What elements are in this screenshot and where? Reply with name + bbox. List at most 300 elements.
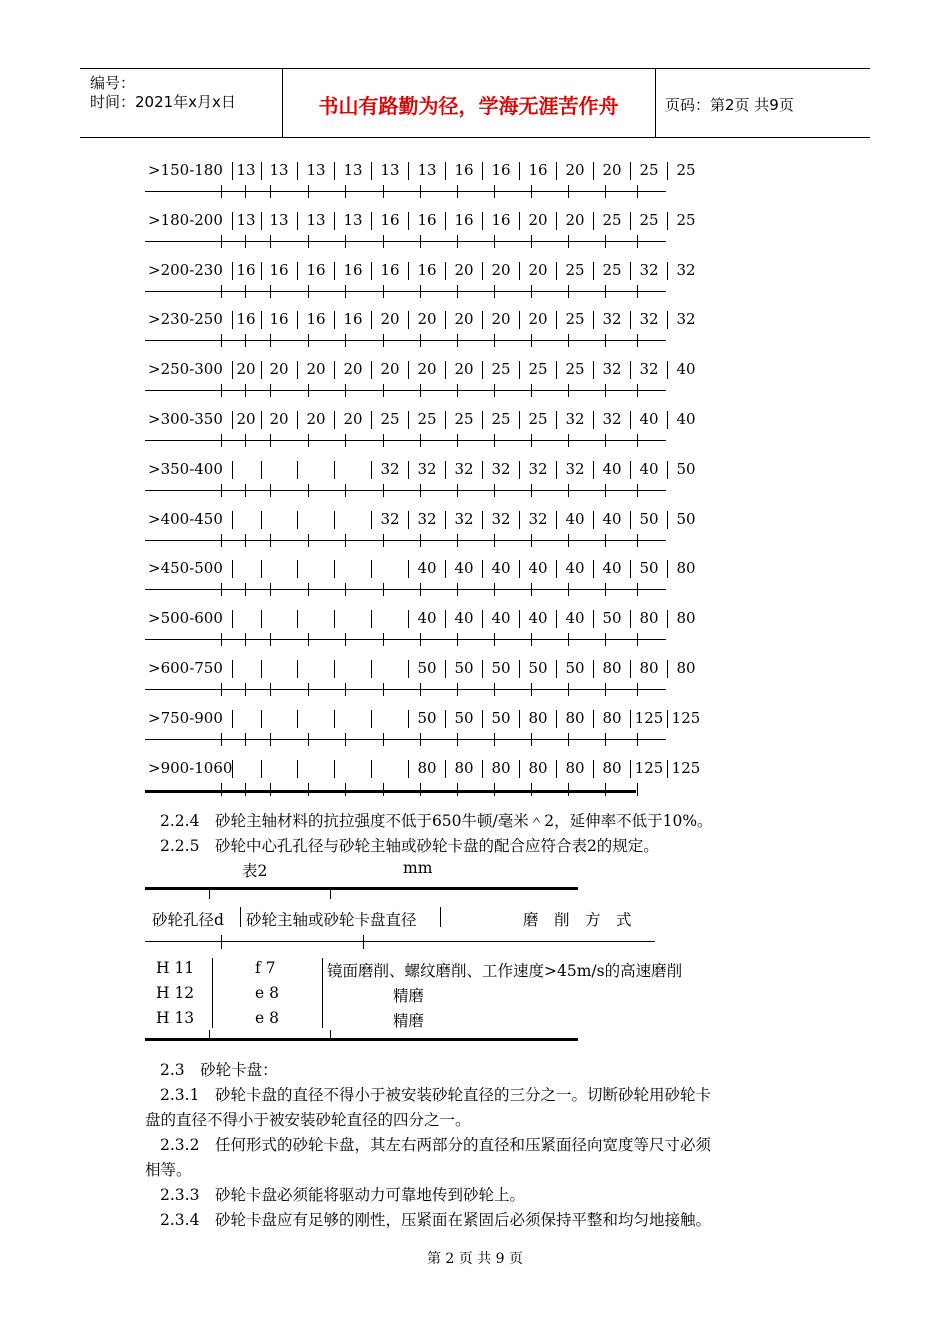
table1-cell-separator bbox=[445, 262, 446, 280]
table1-cell: 25 bbox=[565, 310, 585, 329]
table1-cell: 125 bbox=[634, 758, 664, 777]
table1-cell: 20 bbox=[380, 310, 400, 329]
table1-tick bbox=[605, 783, 606, 796]
table1-tick bbox=[383, 633, 384, 646]
table1-cell: 80 bbox=[639, 659, 659, 677]
page-code: 页码：第2页 共9页 bbox=[665, 96, 794, 114]
table1-tick bbox=[345, 285, 346, 298]
table1-cell-separator bbox=[667, 162, 668, 180]
table2-tick bbox=[330, 889, 331, 899]
table1-cell: 20 bbox=[565, 161, 585, 179]
table1-cell-separator bbox=[232, 760, 233, 778]
table1-tick bbox=[637, 583, 638, 596]
table1-tick bbox=[637, 285, 638, 298]
table1-cell-separator bbox=[371, 411, 372, 429]
table1-cell: 50 bbox=[639, 509, 659, 528]
table1-tick bbox=[605, 434, 606, 447]
table1-tick bbox=[494, 434, 495, 447]
table1-cell: 25 bbox=[380, 410, 400, 428]
table1-cell: 16 bbox=[417, 260, 437, 279]
table1-tick bbox=[420, 583, 421, 596]
table1-tick bbox=[345, 185, 346, 198]
table1-cell-separator bbox=[408, 610, 409, 628]
table2-row2-shaft: e 8 bbox=[255, 984, 279, 1002]
table1-tick bbox=[457, 783, 458, 796]
table1-cell-separator bbox=[408, 660, 409, 678]
table2-tick bbox=[330, 1030, 331, 1040]
table1-cell-separator bbox=[630, 461, 631, 479]
para-2-2-5: 2.2.5 砂轮中心孔孔径与砂轮主轴或砂轮卡盘的配合应符合表2的规定。 bbox=[160, 837, 659, 855]
table1-cell-separator bbox=[371, 262, 372, 280]
table1-cell: 50 bbox=[454, 659, 474, 677]
table1-cell-separator bbox=[667, 262, 668, 280]
table1-cell: 40 bbox=[491, 559, 511, 578]
table1-tick bbox=[531, 484, 532, 497]
table1-cell-separator bbox=[408, 311, 409, 329]
table2-row1-method: 镜面磨削、螺纹磨削、工作速度>45m/s的高速磨削 bbox=[327, 962, 683, 980]
table1-tick bbox=[270, 633, 271, 646]
table1-cell: 80 bbox=[602, 758, 622, 777]
table1-tick bbox=[245, 334, 246, 347]
table2-tick bbox=[221, 935, 222, 949]
table1-cell-separator bbox=[482, 212, 483, 230]
table1-tick bbox=[531, 783, 532, 796]
para-2-2-4: 2.2.4 砂轮主轴材料的抗拉强度不低于650牛顿/毫米＾2，延伸率不低于10%。 bbox=[160, 812, 713, 830]
table1-cell-separator bbox=[445, 162, 446, 180]
table2-row2-method: 精磨 bbox=[393, 987, 425, 1005]
table1-cell: 20 bbox=[565, 210, 585, 229]
table1-tick bbox=[531, 633, 532, 646]
table1-tick bbox=[308, 235, 309, 248]
table1-tick bbox=[245, 534, 246, 547]
table1-cell-separator bbox=[297, 461, 298, 479]
table1-cell-separator bbox=[556, 262, 557, 280]
table2-tick bbox=[209, 889, 210, 899]
table1-tick bbox=[345, 235, 346, 248]
table2-vbar bbox=[240, 907, 241, 927]
table1-row-rule bbox=[145, 291, 666, 292]
table2-row1-d: H 11 bbox=[156, 959, 195, 977]
table1-bottom-rule bbox=[145, 790, 636, 793]
table1-cell-separator bbox=[667, 411, 668, 429]
table1-row-rule bbox=[145, 739, 666, 740]
table1-tick bbox=[531, 185, 532, 198]
table1-cell-separator bbox=[371, 311, 372, 329]
table1-cell-separator bbox=[482, 560, 483, 578]
table1-tick bbox=[345, 434, 346, 447]
table1-cell-separator bbox=[232, 710, 233, 728]
table2-row1-shaft: f 7 bbox=[255, 959, 276, 977]
table1-cell-separator bbox=[297, 411, 298, 429]
header-right bbox=[655, 69, 870, 137]
table1-tick bbox=[270, 384, 271, 397]
table1-cell-separator bbox=[445, 610, 446, 628]
table1-cell-separator bbox=[297, 660, 298, 678]
table1-cell-separator bbox=[667, 560, 668, 578]
table1-cell: 25 bbox=[602, 210, 622, 229]
table1-cell-separator bbox=[667, 710, 668, 728]
table1-cell: 32 bbox=[417, 509, 437, 528]
table1-tick bbox=[531, 384, 532, 397]
table1-tick bbox=[308, 783, 309, 796]
table1-tick bbox=[494, 185, 495, 198]
table1-tick bbox=[345, 484, 346, 497]
table1-tick bbox=[383, 285, 384, 298]
table1-cell-separator bbox=[232, 212, 233, 230]
table1-tick bbox=[245, 783, 246, 796]
table1-tick bbox=[420, 235, 421, 248]
table1-cell-separator bbox=[482, 262, 483, 280]
table1-row-rule bbox=[145, 540, 666, 541]
table1-cell-separator bbox=[667, 212, 668, 230]
table1-tick bbox=[270, 783, 271, 796]
table1-cell: 20 bbox=[528, 260, 548, 279]
table1-row-rule bbox=[145, 340, 666, 341]
table1-tick bbox=[637, 683, 638, 696]
table1-tick bbox=[308, 185, 309, 198]
table1-tick bbox=[270, 285, 271, 298]
table2-tick bbox=[363, 935, 364, 949]
table1-cell: 20 bbox=[528, 210, 548, 229]
table1-tick bbox=[345, 534, 346, 547]
table1-cell-separator bbox=[667, 760, 668, 778]
table1-cell: 40 bbox=[417, 609, 437, 628]
table1-cell-separator bbox=[667, 311, 668, 329]
table1-tick bbox=[531, 733, 532, 746]
table1-cell-separator bbox=[232, 411, 233, 429]
table1-cell-separator bbox=[519, 162, 520, 180]
table1-tick bbox=[270, 235, 271, 248]
table1-tick bbox=[383, 235, 384, 248]
table1-tick bbox=[531, 583, 532, 596]
table1-cell: 20 bbox=[528, 310, 548, 329]
table1-cell-separator bbox=[371, 660, 372, 678]
table1-tick bbox=[245, 583, 246, 596]
table1-cell-separator bbox=[667, 610, 668, 628]
table1-cell-separator bbox=[519, 760, 520, 778]
table1-cell: 32 bbox=[565, 459, 585, 478]
table1-cell: 32 bbox=[454, 459, 474, 478]
table1-cell-separator bbox=[232, 162, 233, 180]
table1-cell: 32 bbox=[380, 509, 400, 528]
table1-cell-separator bbox=[232, 311, 233, 329]
table1-cell: 40 bbox=[602, 459, 622, 478]
table1-cell: 13 bbox=[269, 161, 289, 179]
table1-cell-separator bbox=[232, 660, 233, 678]
table1-cell: 13 bbox=[380, 161, 400, 179]
table1-cell: 50 bbox=[417, 708, 437, 727]
table1-cell: 20 bbox=[454, 360, 474, 379]
table1-cell-separator bbox=[261, 212, 262, 230]
table1-tick bbox=[270, 583, 271, 596]
table1-cell-separator bbox=[297, 511, 298, 529]
table1-tick bbox=[531, 285, 532, 298]
table1-cell-separator bbox=[297, 560, 298, 578]
table1-cell: 20 bbox=[306, 360, 326, 379]
table1-cell-separator bbox=[371, 710, 372, 728]
table1-cell-separator bbox=[667, 660, 668, 678]
table1-cell-separator bbox=[556, 361, 557, 379]
table1-tick bbox=[383, 185, 384, 198]
table1-cell-separator bbox=[232, 560, 233, 578]
table1-tick bbox=[270, 733, 271, 746]
table1-cell: 40 bbox=[676, 410, 696, 428]
table1-cell-separator bbox=[408, 710, 409, 728]
table1-tick bbox=[457, 534, 458, 547]
table1-cell-separator bbox=[334, 710, 335, 728]
table1-cell-separator bbox=[445, 212, 446, 230]
para-2-3-2-line1: 2.3.2 任何形式的砂轮卡盘，其左右两部分的直径和压紧面径向宽度等尺寸必须 bbox=[160, 1136, 711, 1154]
table1-cell-separator bbox=[334, 411, 335, 429]
table1-cell: 125 bbox=[671, 758, 701, 777]
table1-cell-separator bbox=[408, 760, 409, 778]
table1-tick bbox=[568, 434, 569, 447]
table1-tick bbox=[345, 334, 346, 347]
table1-cell: 16 bbox=[528, 161, 548, 179]
table1-tick bbox=[531, 434, 532, 447]
table1-cell-separator bbox=[482, 610, 483, 628]
table1-tick bbox=[637, 633, 638, 646]
table1-cell-separator bbox=[371, 560, 372, 578]
table1-tick bbox=[568, 384, 569, 397]
table1-cell: 32 bbox=[602, 310, 622, 329]
table1-cell: 32 bbox=[639, 360, 659, 379]
table1-tick bbox=[221, 733, 222, 746]
table1-tick bbox=[637, 434, 638, 447]
table1-cell: 13 bbox=[236, 210, 256, 229]
table1-cell-separator bbox=[297, 212, 298, 230]
table1-row-rule bbox=[145, 589, 666, 590]
table1-tick bbox=[457, 235, 458, 248]
table1-cell: 80 bbox=[565, 708, 585, 727]
table1-row-label: >900-1060 bbox=[148, 758, 233, 777]
table1-cell: 32 bbox=[639, 310, 659, 329]
table1-cell-separator bbox=[261, 361, 262, 379]
table1-cell-separator bbox=[408, 212, 409, 230]
para-2-3-1-line1: 2.3.1 砂轮卡盘的直径不得小于被安装砂轮直径的三分之一。切断砂轮用砂轮卡 bbox=[160, 1086, 711, 1104]
table1-tick bbox=[457, 484, 458, 497]
table1-cell: 40 bbox=[639, 410, 659, 428]
table1-cell-separator bbox=[334, 511, 335, 529]
table1-tick bbox=[308, 285, 309, 298]
table1-cell-separator bbox=[371, 162, 372, 180]
table1-cell-separator bbox=[334, 162, 335, 180]
table1-cell-separator bbox=[482, 411, 483, 429]
table1-tick bbox=[605, 733, 606, 746]
table1-tick bbox=[457, 384, 458, 397]
table1-cell-separator bbox=[630, 660, 631, 678]
table1-cell-separator bbox=[593, 610, 594, 628]
table1-tick bbox=[568, 783, 569, 796]
table1-cell-separator bbox=[297, 710, 298, 728]
table1-cell-separator bbox=[445, 461, 446, 479]
table1-cell-separator bbox=[261, 610, 262, 628]
table1-tick bbox=[568, 733, 569, 746]
table1-cell: 50 bbox=[602, 609, 622, 628]
table1-tick bbox=[457, 733, 458, 746]
table1-tick bbox=[457, 185, 458, 198]
table1-tick bbox=[383, 484, 384, 497]
table1-row-label: >600-750 bbox=[148, 659, 223, 677]
table1-tick bbox=[420, 434, 421, 447]
table1-tick bbox=[221, 434, 222, 447]
table1-tick bbox=[457, 434, 458, 447]
table2-tick bbox=[209, 1030, 210, 1040]
table1-row-rule bbox=[145, 490, 666, 491]
table1-cell-separator bbox=[482, 311, 483, 329]
table1-tick bbox=[245, 185, 246, 198]
table1-cell-separator bbox=[630, 710, 631, 728]
table1-cell-separator bbox=[445, 311, 446, 329]
table1-cell: 80 bbox=[528, 708, 548, 727]
table1-tick bbox=[637, 484, 638, 497]
table1-cell-separator bbox=[445, 710, 446, 728]
table1-row-label: >250-300 bbox=[148, 360, 223, 379]
table1-cell-separator bbox=[593, 560, 594, 578]
table1-row-rule bbox=[145, 191, 666, 192]
table1-tick bbox=[420, 334, 421, 347]
table1-tick bbox=[383, 534, 384, 547]
table1-tick bbox=[270, 185, 271, 198]
table1-cell: 20 bbox=[380, 360, 400, 379]
table1-cell: 16 bbox=[454, 161, 474, 179]
table1-cell: 32 bbox=[676, 260, 696, 279]
table1-cell: 40 bbox=[602, 509, 622, 528]
table1-cell: 32 bbox=[528, 459, 548, 478]
table1-cell: 80 bbox=[676, 659, 696, 677]
table1-cell-separator bbox=[297, 262, 298, 280]
table1-cell: 50 bbox=[639, 559, 659, 578]
table1-tick bbox=[221, 185, 222, 198]
table1-tick bbox=[494, 583, 495, 596]
table1-tick bbox=[605, 334, 606, 347]
table1-cell-separator bbox=[556, 560, 557, 578]
table1-cell: 25 bbox=[676, 161, 696, 179]
table1-cell-separator bbox=[371, 610, 372, 628]
header-middle bbox=[282, 69, 656, 137]
table2-vbar bbox=[322, 958, 323, 1028]
table1-tick bbox=[494, 285, 495, 298]
table1-row-rule bbox=[145, 689, 666, 690]
table1-cell-separator bbox=[593, 361, 594, 379]
table1-cell-separator bbox=[334, 461, 335, 479]
table1-tick bbox=[221, 683, 222, 696]
table1-tick bbox=[637, 235, 638, 248]
table1-cell-separator bbox=[519, 710, 520, 728]
table1-cell-separator bbox=[630, 311, 631, 329]
table1-tick bbox=[345, 583, 346, 596]
table1-cell: 20 bbox=[306, 410, 326, 428]
table1-cell-separator bbox=[371, 511, 372, 529]
table1-cell: 50 bbox=[491, 659, 511, 677]
table1-cell-separator bbox=[371, 461, 372, 479]
table1-row-label: >150-180 bbox=[148, 161, 223, 179]
table2-caption: 表2 bbox=[242, 862, 268, 880]
table1-cell-separator bbox=[334, 660, 335, 678]
table1-cell-separator bbox=[334, 760, 335, 778]
table1-cell-separator bbox=[408, 560, 409, 578]
table1-cell: 50 bbox=[676, 509, 696, 528]
table1-cell: 50 bbox=[491, 708, 511, 727]
table1-cell-separator bbox=[261, 560, 262, 578]
table1-cell-separator bbox=[630, 610, 631, 628]
table1-tick bbox=[270, 334, 271, 347]
table1-cell: 20 bbox=[269, 360, 289, 379]
table1-cell-separator bbox=[334, 262, 335, 280]
table1-cell: 80 bbox=[565, 758, 585, 777]
table1-cell-separator bbox=[556, 311, 557, 329]
table1-tick bbox=[245, 434, 246, 447]
table1-cell-separator bbox=[371, 212, 372, 230]
table1-cell-separator bbox=[630, 162, 631, 180]
table1-cell-separator bbox=[482, 760, 483, 778]
table1-tick bbox=[245, 235, 246, 248]
table1-cell-separator bbox=[371, 760, 372, 778]
table1-cell-separator bbox=[519, 461, 520, 479]
table1-tick bbox=[494, 334, 495, 347]
table1-cell: 50 bbox=[676, 459, 696, 478]
para-2-3-3: 2.3.3 砂轮卡盘必须能将驱动力可靠地传到砂轮上。 bbox=[160, 1186, 525, 1204]
table1-cell-separator bbox=[232, 511, 233, 529]
table1-cell: 40 bbox=[528, 559, 548, 578]
table1-cell: 20 bbox=[269, 410, 289, 428]
table1-cell: 40 bbox=[454, 559, 474, 578]
table1-cell: 80 bbox=[528, 758, 548, 777]
table1-cell-separator bbox=[667, 361, 668, 379]
table1-cell: 125 bbox=[634, 708, 664, 727]
table1-cell-separator bbox=[334, 361, 335, 379]
table1-row-label: >350-400 bbox=[148, 459, 223, 478]
table1-tick bbox=[345, 683, 346, 696]
table1-cell: 80 bbox=[602, 708, 622, 727]
table2-vbar bbox=[212, 958, 213, 1028]
table1-tick bbox=[637, 334, 638, 347]
table1-tick bbox=[383, 434, 384, 447]
table1-tick bbox=[568, 235, 569, 248]
para-2-3-4: 2.3.4 砂轮卡盘应有足够的刚性，压紧面在紧固后必须保持平整和均匀地接触。 bbox=[160, 1211, 711, 1229]
table1-cell-separator bbox=[297, 760, 298, 778]
table1-cell-separator bbox=[261, 461, 262, 479]
table1-tick bbox=[221, 783, 222, 796]
table1-cell: 16 bbox=[491, 161, 511, 179]
table1-cell: 50 bbox=[417, 659, 437, 677]
table1-cell: 13 bbox=[343, 161, 363, 179]
table1-cell-separator bbox=[445, 560, 446, 578]
table1-cell-separator bbox=[334, 212, 335, 230]
table1-cell-separator bbox=[519, 660, 520, 678]
table1-cell: 13 bbox=[417, 161, 437, 179]
table1-cell-separator bbox=[519, 511, 520, 529]
table1-cell: 32 bbox=[602, 360, 622, 379]
table1-tick bbox=[420, 484, 421, 497]
table1-cell-separator bbox=[556, 660, 557, 678]
table1-cell-separator bbox=[297, 162, 298, 180]
table1-cell-separator bbox=[297, 361, 298, 379]
table2-row3-shaft: e 8 bbox=[255, 1009, 279, 1027]
table1-cell-separator bbox=[519, 262, 520, 280]
table1-cell-separator bbox=[593, 212, 594, 230]
table1-tick bbox=[605, 683, 606, 696]
table1-cell: 32 bbox=[491, 509, 511, 528]
table1-cell: 25 bbox=[528, 410, 548, 428]
table1-cell-separator bbox=[556, 212, 557, 230]
table1-tick bbox=[637, 185, 638, 198]
table1-tick bbox=[494, 683, 495, 696]
table1-tick bbox=[457, 285, 458, 298]
table1-cell: 16 bbox=[491, 210, 511, 229]
table1-tick bbox=[420, 783, 421, 796]
table1-tick bbox=[457, 633, 458, 646]
